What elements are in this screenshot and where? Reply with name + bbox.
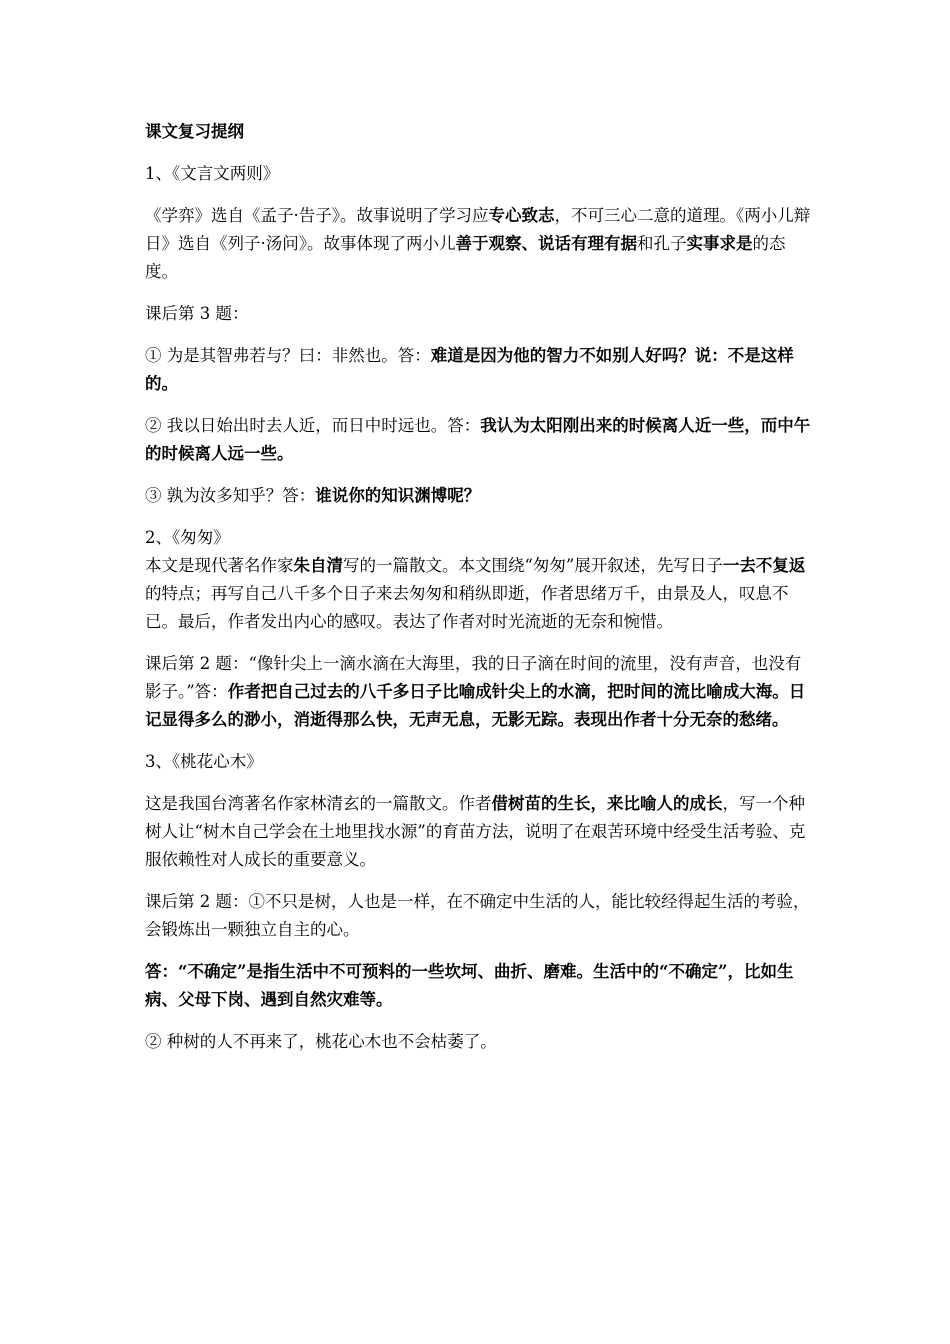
section-1-qa-2: ② 我以日始出时去人近，而日中时远也。答：我认为太阳刚出来的时候离人近一些，而中午的时候离人远一些。 bbox=[145, 416, 811, 463]
section-3-answer: 答：“不确定”是指生活中不可预料的一些坎坷、曲折、磨难。生活中的“不确定”，比如生病、父母下岗、遇到自然灾难等。 bbox=[145, 962, 794, 1009]
document-page bbox=[145, 118, 813, 1056]
document-title: 课文复习提纲 bbox=[145, 122, 244, 141]
section-3-question-2: ② 种树的人不再来了，桃花心木也不会枯萎了。 bbox=[145, 1032, 497, 1051]
section-1-qa-3: ③ 孰为汝多知乎？答：谁说你的知识渊博呢？ bbox=[145, 486, 481, 505]
section-2-heading: 2、《匆匆》 bbox=[145, 528, 230, 547]
section-2-summary: 本文是现代著名作家朱自清写的一篇散文。本文围绕“匆匆”展开叙述，先写日子一去不复返的特点；再写自己八千多个日子来去匆匆和稍纵即逝，作者思绪万千，由景及人，叹息不已。最后，作者发出内心的感叹。表达了作者对时光流逝的无奈和惋惜。 bbox=[145, 556, 806, 631]
section-1-heading: 1、《文言文两则》 bbox=[145, 164, 280, 183]
section-1-question-label: 课后第 3 题： bbox=[145, 304, 249, 323]
section-1-summary: 《学弈》选自《孟子·告子》。故事说明了学习应专心致志，不可三心二意的道理。《两小儿辩日》选自《列子·汤问》。故事体现了两小儿善于观察、说话有理有据和孔子实事求是的态度。 bbox=[145, 206, 811, 281]
section-3-question: 课后第 2 题：①不只是树，人也是一样，在不确定中生活的人，能比较经得起生活的考验，会锻炼出一颗独立自主的心。 bbox=[145, 892, 810, 939]
section-3-heading: 3、《桃花心木》 bbox=[145, 752, 263, 771]
section-1-qa-1: ① 为是其智弗若与？曰：非然也。答：难道是因为他的智力不如别人好吗？说：不是这样的。 bbox=[145, 346, 794, 393]
section-2-qa: 课后第 2 题：“像针尖上一滴水滴在大海里，我的日子滴在时间的流里，没有声音，也没有影子。”答：作者把自己过去的八千多日子比喻成针尖上的水滴，把时间的流比喻成大海。日记显得多么的渺小，消逝得那么快，无声无息，无影无踪。表现出作者十分无奈的愁绪。 bbox=[145, 654, 806, 729]
section-3-summary: 这是我国台湾著名作家林清玄的一篇散文。作者借树苗的生长，来比喻人的成长，写一个种树人让“树木自己学会在土地里找水源”的育苗方法，说明了在艰苦环境中经受生活考验、克服依赖性对人成长的重要意义。 bbox=[145, 794, 806, 869]
